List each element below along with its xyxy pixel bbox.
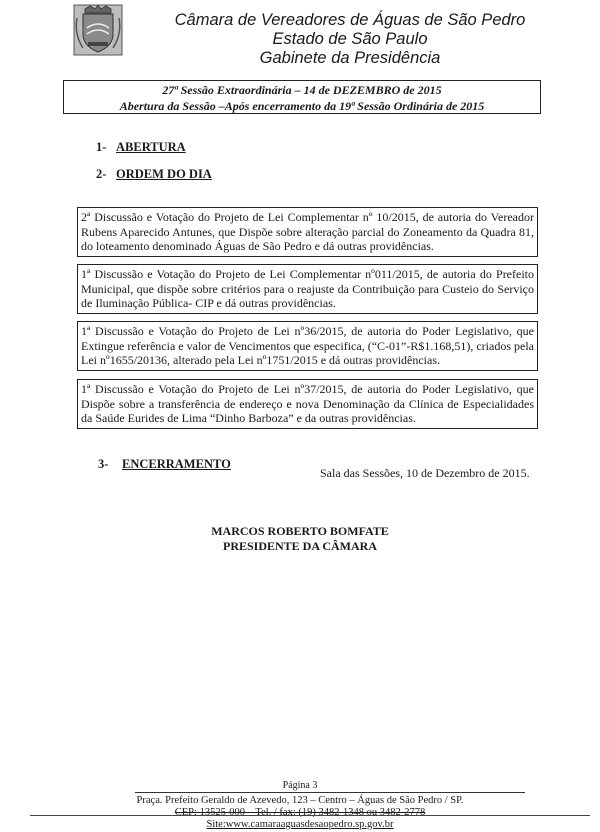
state-name: Estado de São Paulo [272, 30, 428, 48]
footer-divider [135, 792, 525, 793]
agenda-item-2: 1ª Discussão e Votação do Projeto de Lei Complementar nº011/2015, de autoria do Prefeito Municipal, que dispõe sobre critérios para o reajuste da Contribuição para Custeio do Serviço de Iluminação Pública- CIP e dá outras providências. [77, 264, 538, 314]
signer-role: PRESIDENTE DA CÂMARA [222, 539, 377, 553]
office-name: Gabinete da Presidência [259, 49, 441, 67]
footer-bottom-rule [30, 815, 590, 816]
page-number: Página 3 [282, 780, 318, 791]
signer-name: MARCOS ROBERTO BOMFATE [211, 524, 389, 538]
section-encerramento [98, 457, 231, 472]
session-title: 27ª Sessão Extraordinária – 14 de DEZEMBRO de 2015 [162, 83, 442, 97]
agenda-item-3: 1ª Discussão e Votação do Projeto de Lei nº36/2015, de autoria do Poder Legislativo, que Extingue referência e valor de Vencimentos que especifica, (“C-01”-R$1.168,51), criados pela Lei nº1655/20136, alterado pela Lei nº1751/2015 e dá outras providências. [77, 321, 538, 371]
footer-phone: CEP: 13525-000 – Tel. / fax: (19) 3482-1348 ou 3482-2778 [174, 807, 426, 818]
agenda-item-1: 2ª Discussão e Votação do Projeto de Lei Complementar nº 10/2015, de autoria do Vereador Rubens Aparecido Antunes, que Dispõe sobre alteração parcial do Zoneamento da Quadra 81, do loteamento denominado Águas de São Pedro e dá outras providências. [77, 207, 538, 257]
agenda-item-4: 1ª Discussão e Votação do Projeto de Lei nº37/2015, de autoria do Poder Legislativo, que Dispõe sobre a transferência de endereço e nova Denominação da Clínica de Especialidades da Saúde Eurides de Lima “Dinho Barboza” e da outras providências. [77, 379, 538, 429]
crest-logo [73, 4, 123, 56]
session-subtitle: Abertura da Sessão –Após encerramento da 19ª Sessão Ordinária de 2015 [119, 99, 485, 113]
section-ordem-do-dia [96, 167, 212, 182]
section-abertura [96, 140, 186, 155]
section-title: ORDEM DO DIA [116, 167, 212, 181]
section-number: 3- [98, 457, 109, 471]
section-number: 1- [96, 140, 107, 154]
session-title-box [63, 80, 541, 114]
section-title: ENCERRAMENTO [122, 457, 231, 471]
place-date: Sala das Sessões, 10 de Dezembro de 2015. [320, 466, 530, 480]
footer-address: Praça. Prefeito Geraldo de Azevedo, 123 – Centro – Águas de São Pedro / SP. [136, 795, 464, 806]
section-number: 2- [96, 167, 107, 181]
chamber-name: Câmara de Vereadores de Águas de São Pedro [174, 11, 526, 29]
footer-site: Site:www.camaraaguasdesaopedro.sp.gov.br [206, 819, 394, 830]
section-title: ABERTURA [116, 140, 186, 154]
